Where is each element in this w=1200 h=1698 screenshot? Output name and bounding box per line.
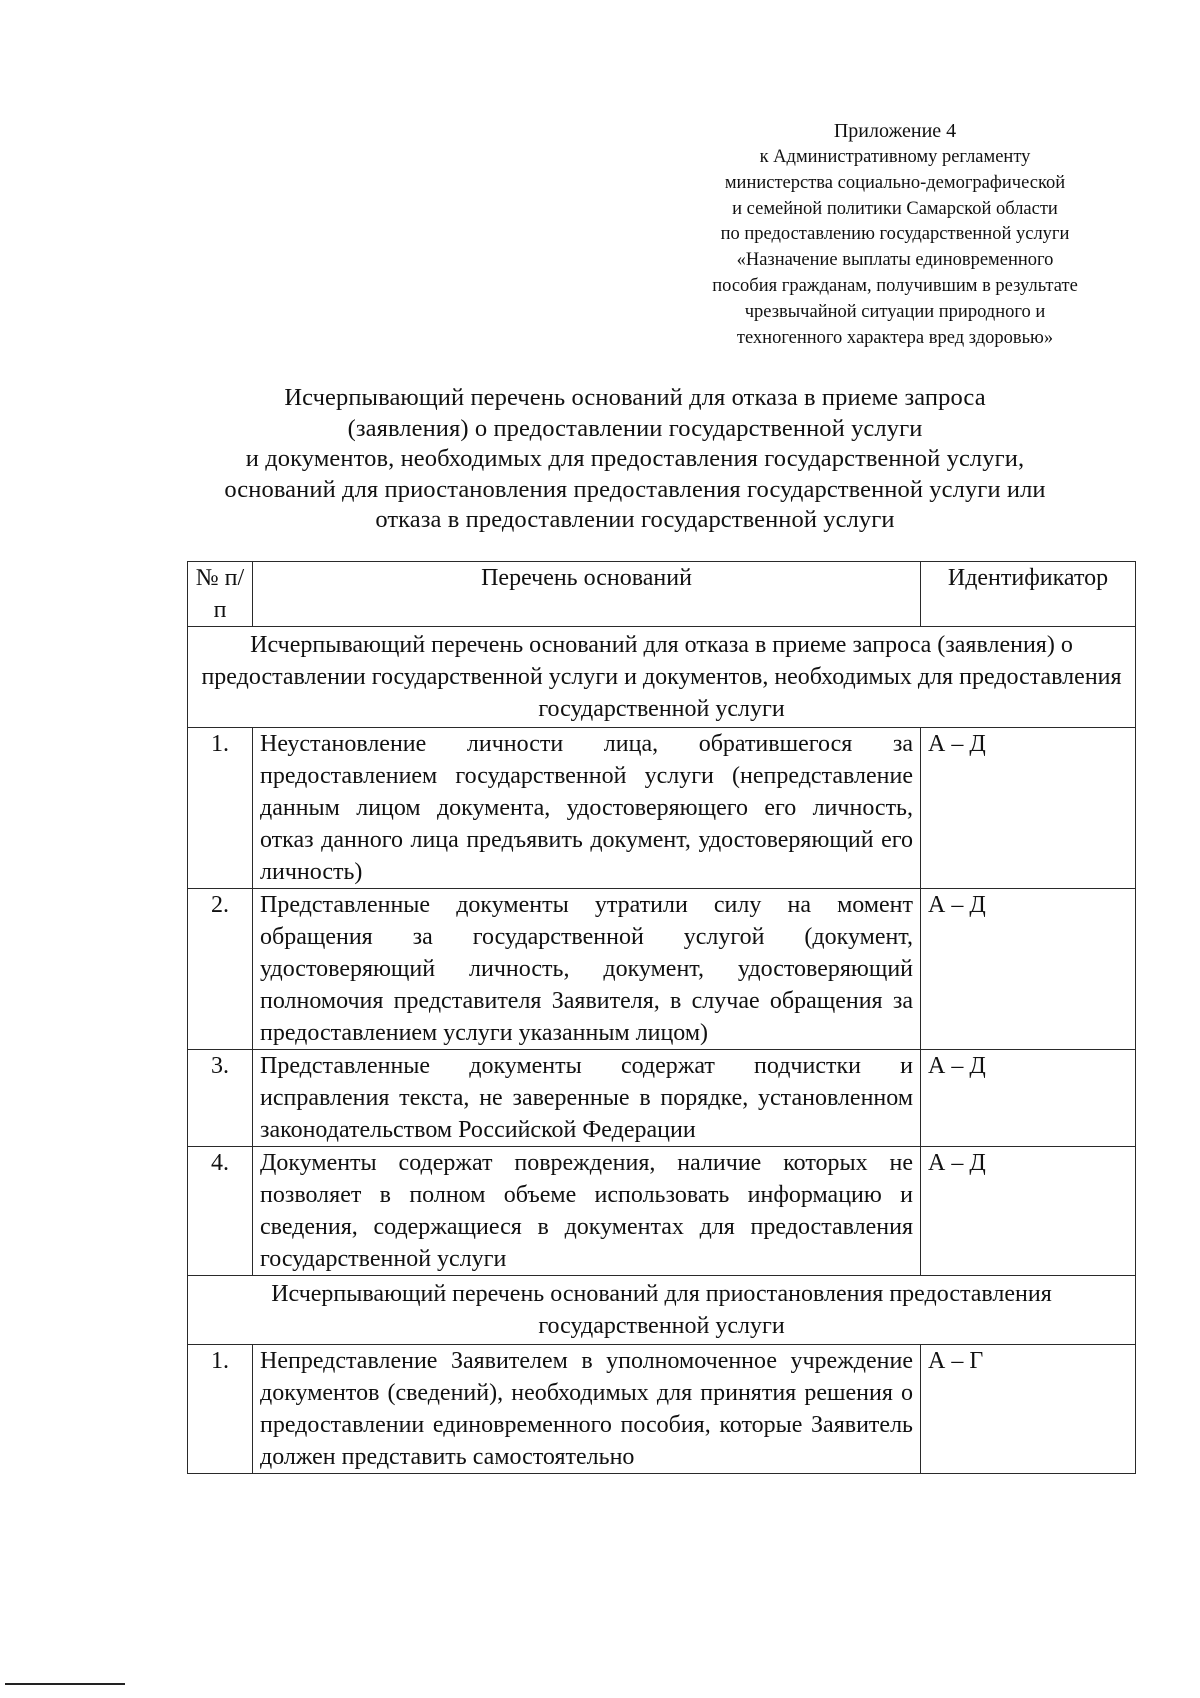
appendix-line: чрезвычайной ситуации природного и bbox=[744, 301, 1046, 322]
appendix-line: и семейной политики Самарской области bbox=[732, 198, 1058, 219]
header-identifier: Идентификатор bbox=[921, 562, 1136, 627]
appendix-line: «Назначение выплаты единовременного bbox=[736, 250, 1054, 271]
row-number: 3. bbox=[188, 1050, 253, 1147]
row-text: Документы содержат повреждения, наличие которых не позволяет в полном объеме использовать информацию и сведения, содержащиеся в документах для предоставления государственной услуги bbox=[253, 1147, 921, 1276]
row-text: Представленные документы содержат подчистки и исправления текста, не заверенные в порядке, установленном законодательством Российской Федерации bbox=[253, 1050, 921, 1147]
document-title bbox=[150, 383, 1120, 536]
table-row bbox=[188, 1345, 1136, 1474]
table-header-row bbox=[188, 562, 1136, 627]
appendix-heading: Приложение 4 bbox=[833, 120, 957, 142]
appendix-line: техногенного характера вред здоровью» bbox=[736, 327, 1054, 348]
row-text: Непредставление Заявителем в уполномоченное учреждение документов (сведений), необходимых для принятия решения о предоставлении единовременного пособия, которые Заявитель должен представить самостоятельно bbox=[253, 1345, 921, 1474]
section-title-suspension: Исчерпывающий перечень оснований для приостановления предоставления государственной услуги bbox=[188, 1276, 1136, 1345]
footnote-divider bbox=[5, 1683, 125, 1685]
row-identifier: А – Д bbox=[921, 1147, 1136, 1276]
section-title-refusal: Исчерпывающий перечень оснований для отказа в приеме запроса (заявления) о предоставлении государственной услуги и документов, необходимых для предоставления государственной услуги bbox=[188, 627, 1136, 728]
title-line: оснований для приостановления предоставления государственной услуги или bbox=[224, 475, 1046, 503]
row-number: 1. bbox=[188, 1345, 253, 1474]
table-row bbox=[188, 1050, 1136, 1147]
title-line: Исчерпывающий перечень оснований для отказа в приеме запроса bbox=[284, 384, 986, 411]
header-grounds: Перечень оснований bbox=[253, 562, 921, 627]
title-line: и документов, необходимых для предоставления государственной услуги, bbox=[245, 445, 1025, 472]
row-identifier: А – Д bbox=[921, 1050, 1136, 1147]
row-identifier: А – Д bbox=[921, 889, 1136, 1050]
section-row bbox=[188, 1276, 1136, 1345]
grounds-table bbox=[187, 561, 1136, 1474]
appendix-line: министерства социально-демографической bbox=[724, 172, 1066, 193]
title-line: (заявления) о предоставлении государственной услуги bbox=[347, 414, 923, 442]
row-text: Представленные документы утратили силу на момент обращения за государственной услугой (документ, удостоверяющий личность, документ, удостоверяющий полномочия представителя Заявителя, в случае обращения за предоставлением услуги указанным лицом) bbox=[253, 889, 921, 1050]
row-number: 4. bbox=[188, 1147, 253, 1276]
table-row bbox=[188, 889, 1136, 1050]
section-row bbox=[188, 627, 1136, 728]
appendix-line: по предоставлению государственной услуги bbox=[720, 224, 1070, 245]
table-row bbox=[188, 1147, 1136, 1276]
title-line: отказа в предоставлении государственной услуги bbox=[375, 506, 895, 533]
appendix-line: пособия гражданам, получившим в результате bbox=[712, 275, 1078, 296]
row-text: Неустановление личности лица, обратившегося за предоставлением государственной услуги (непредставление данным лицом документа, удостоверяющего его личность, отказ данного лица предъявить документ, удостоверяющий его личность) bbox=[253, 728, 921, 889]
row-identifier: А – Д bbox=[921, 728, 1136, 889]
row-number: 1. bbox=[188, 728, 253, 889]
row-identifier: А – Г bbox=[921, 1345, 1136, 1474]
row-number: 2. bbox=[188, 889, 253, 1050]
appendix-line: к Административному регламенту bbox=[759, 147, 1031, 167]
table-row bbox=[188, 728, 1136, 889]
header-number: № п/п bbox=[188, 562, 253, 627]
appendix-block bbox=[660, 118, 1130, 351]
